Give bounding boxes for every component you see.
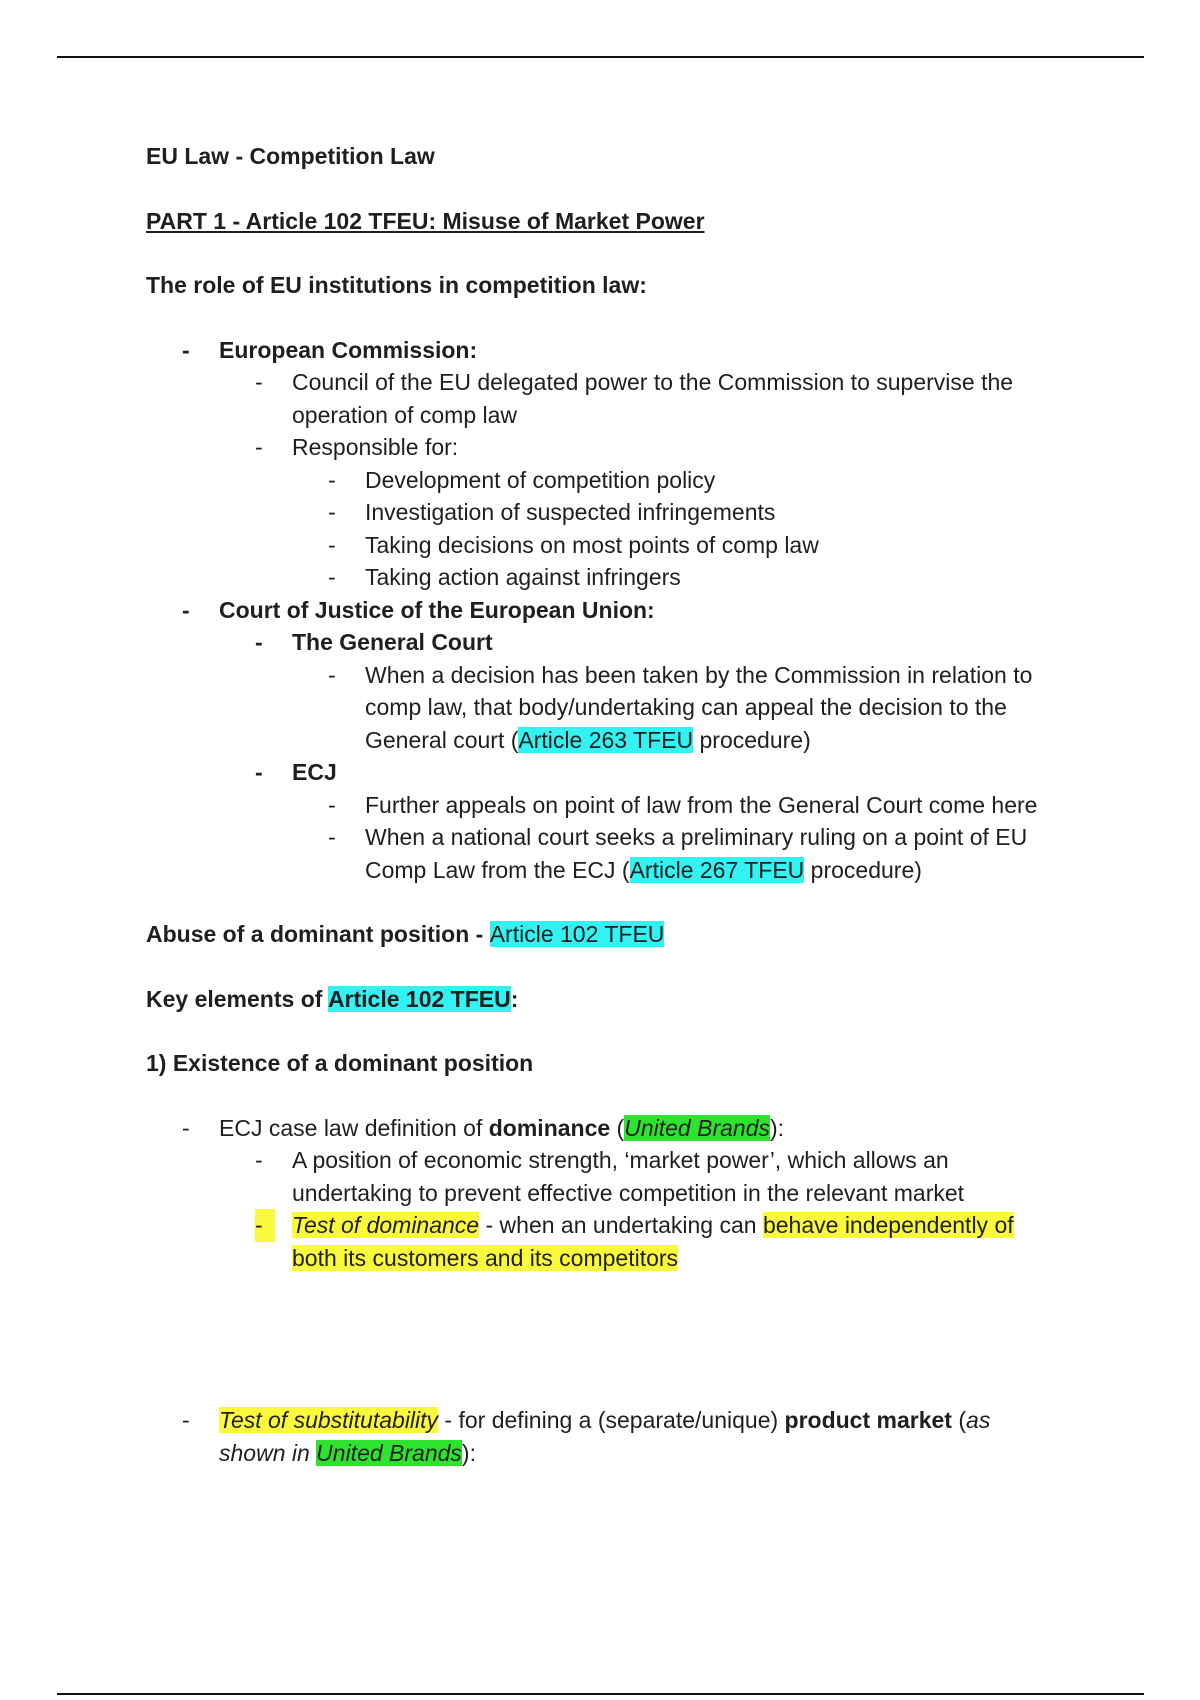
abuse-heading-text: Abuse of a dominant position - — [146, 921, 490, 947]
bullet-dash: - — [328, 499, 336, 525]
bullet-dash: - — [328, 564, 336, 590]
position-line2: undertaking to prevent effective competition in the relevant market — [292, 1179, 965, 1206]
list-item-ecj-preliminary — [328, 821, 1076, 886]
responsibility-text: Taking action against infringers — [365, 564, 681, 590]
dominance-term: dominance — [488, 1114, 611, 1141]
subst-post: ): — [461, 1439, 476, 1466]
top-rule — [57, 56, 1144, 58]
bullet-dash: - — [255, 759, 263, 785]
subst-shown-in: shown in — [219, 1439, 317, 1466]
article-267-highlight: Article 267 TFEU — [629, 856, 805, 883]
dominance-def-pre: ECJ case law definition of — [219, 1114, 489, 1141]
ecj-item2-line2-post: procedure) — [804, 856, 922, 883]
list-item-responsible — [255, 431, 1076, 464]
list-item — [328, 496, 1076, 529]
key-elements-text: Key elements of — [146, 985, 328, 1012]
position-line1: A position of economic strength, ‘market power’, which allows an — [292, 1147, 949, 1173]
list-item-test-of-dominance — [255, 1209, 1076, 1274]
article-102-highlight: Article 102 TFEU — [327, 985, 511, 1012]
list-item — [328, 464, 1076, 497]
bullet-dash: - — [182, 1407, 190, 1433]
gc-line1: When a decision has been taken by the Commission in relation to — [365, 661, 1033, 688]
list-item-commission — [182, 334, 1076, 367]
bullet-dash: - — [255, 1209, 275, 1242]
cjeu-label: Court of Justice of the European Union: — [219, 596, 655, 623]
key-elements-heading — [146, 983, 1076, 1016]
gc-line2: comp law, that body/undertaking can appeal the decision to the — [365, 694, 1007, 720]
responsibility-text: Investigation of suspected infringements — [365, 499, 776, 525]
article-263-highlight: Article 263 TFEU — [518, 726, 694, 753]
list-item-dominance-definition — [182, 1112, 1076, 1145]
subst-as: as — [966, 1407, 991, 1433]
delegated-line1: Council of the EU delegated power to the Commission to supervise the — [292, 369, 1014, 395]
list-item-market-power — [255, 1144, 1076, 1209]
product-market-term: product market — [784, 1407, 952, 1433]
list-item-ecj — [255, 756, 1076, 789]
bullet-dash: - — [255, 434, 263, 460]
united-brands-highlight: United Brands — [316, 1439, 462, 1466]
responsibility-text: Taking decisions on most points of comp law — [365, 531, 819, 558]
part-heading: PART 1 - Article 102 TFEU: Misuse of Market Power — [146, 207, 705, 234]
gc-line3-pre: General court ( — [365, 726, 519, 753]
list-item-general-court — [255, 626, 1076, 659]
list-item-gc-appeal — [328, 659, 1076, 757]
list-item — [328, 561, 1076, 594]
test-of-dominance-highlight: Test of dominance — [292, 1212, 480, 1238]
united-brands-highlight: United Brands — [624, 1114, 770, 1141]
bottom-rule — [57, 1693, 1144, 1695]
article-102-highlight: Article 102 TFEU — [489, 921, 665, 947]
ecj-item1: Further appeals on point of law from the General Court come here — [365, 791, 1038, 818]
list-item-delegated — [255, 366, 1076, 431]
list-item — [328, 529, 1076, 562]
bullet-dash: - — [255, 369, 263, 395]
ecj-item2-line2-pre: Comp Law from the ECJ ( — [365, 856, 630, 883]
document-title: EU Law - Competition Law — [146, 143, 435, 169]
ecj-label: ECJ — [292, 759, 337, 785]
bullet-dash: - — [328, 824, 336, 850]
subst-paren: ( — [951, 1407, 967, 1433]
customers-competitors-highlight: both its customers and its competitors — [292, 1244, 679, 1271]
bullet-dash: - — [182, 336, 190, 363]
responsible-label: Responsible for: — [292, 434, 459, 460]
subst-mid: - for defining a (separate/unique) — [438, 1407, 785, 1433]
key-elements-colon: : — [510, 985, 519, 1012]
commission-label: European Commission: — [219, 336, 478, 363]
bullet-dash: - — [182, 596, 190, 623]
test-mid: - when an undertaking can — [479, 1212, 763, 1238]
dominance-paren: ( — [610, 1114, 625, 1141]
bullet-dash: - — [255, 1147, 263, 1173]
ecj-item2-line1: When a national court seeks a preliminary ruling on a point of EU — [365, 824, 1028, 850]
bullet-dash: - — [328, 531, 336, 558]
existence-heading: 1) Existence of a dominant position — [146, 1050, 534, 1076]
abuse-heading — [146, 918, 1076, 951]
document-body — [146, 140, 1076, 1469]
general-court-label: The General Court — [292, 629, 493, 655]
gc-line3-post: procedure) — [693, 726, 811, 753]
behave-independently-highlight: behave independently of — [762, 1212, 1014, 1238]
bullet-dash: - — [255, 629, 263, 655]
bullet-dash: - — [328, 661, 336, 688]
bullet-dash: - — [328, 466, 336, 493]
dominance-def-post: ): — [769, 1114, 785, 1141]
list-item-substitutability — [182, 1404, 1076, 1469]
delegated-line2: operation of comp law — [292, 401, 518, 428]
test-of-substitutability-highlight: Test of substitutability — [219, 1407, 439, 1433]
list-item-cjeu — [182, 594, 1076, 627]
list-item-ecj-appeals — [328, 789, 1076, 822]
section-heading-institutions: The role of EU institutions in competition law: — [146, 272, 647, 298]
bullet-dash: - — [182, 1114, 190, 1141]
responsibility-text: Development of competition policy — [365, 466, 716, 493]
bullet-dash: - — [328, 791, 336, 818]
